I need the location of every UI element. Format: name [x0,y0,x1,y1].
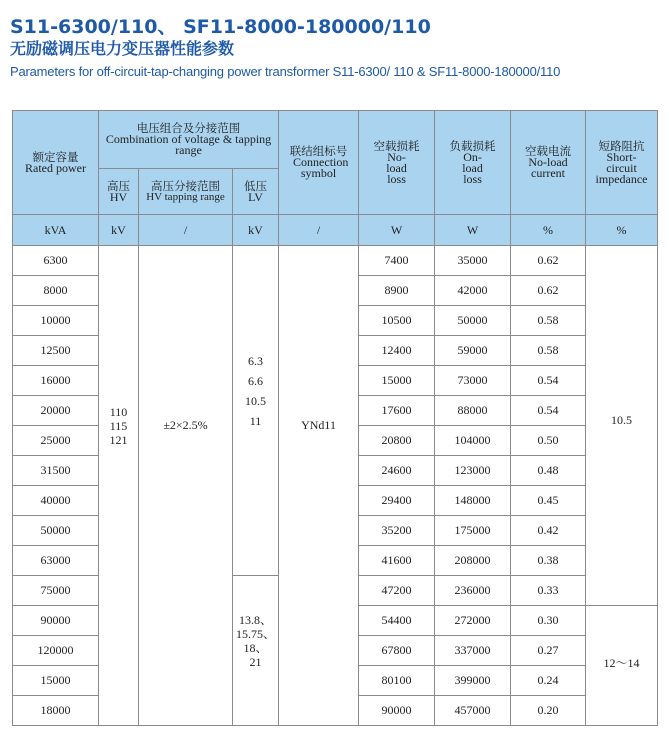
rated-power-cell: 18000 [13,696,99,726]
no-load-loss-cell: 29400 [359,486,435,516]
rated-power-cell: 6300 [13,246,99,276]
rated-power-cell: 25000 [13,426,99,456]
no-load-loss-cell: 80100 [359,666,435,696]
tapping-range-cell: ±2×2.5% [139,246,233,726]
lv-cell-group1 [233,246,279,576]
header-no-load-current: 空载电流 No-load current [511,111,586,215]
stack-value: 115 [109,418,128,433]
unit-cell: kV [233,215,279,246]
title-model: S11-6300/110、 SF11-8000-180000/110 [10,16,431,38]
header-combination: 电压组合及分接范围 Combination of voltage & tapping range [99,111,279,169]
no-load-loss-cell: 47200 [359,576,435,606]
no-load-current-cell: 0.48 [511,456,586,486]
rated-power-cell: 16000 [13,366,99,396]
no-load-current-cell: 0.50 [511,426,586,456]
stack-value: 15.75、 [236,626,276,641]
no-load-loss-cell: 90000 [359,696,435,726]
header-hv: 高压 HV [99,169,139,215]
header-no-load-loss: 空载损耗 No-load loss [359,111,435,215]
stack-value: 21 [249,654,262,669]
no-load-current-cell: 0.30 [511,606,586,636]
no-load-loss-cell: 10500 [359,306,435,336]
no-load-current-cell: 0.24 [511,666,586,696]
load-loss-cell: 50000 [435,306,511,336]
rated-power-cell: 120000 [13,636,99,666]
unit-cell: / [279,215,359,246]
title-chinese: 无励磁调压电力变压器性能参数 [10,39,235,58]
stack-value: 10.5 [245,393,267,408]
connection-symbol-cell: YNd11 [279,246,359,726]
no-load-current-cell: 0.58 [511,306,586,336]
header-rated-power: 额定容量 Rated power [13,111,99,215]
no-load-current-cell: 0.33 [511,576,586,606]
no-load-loss-cell: 20800 [359,426,435,456]
rated-power-cell: 90000 [13,606,99,636]
table-row [13,246,658,276]
rated-power-cell: 15000 [13,666,99,696]
unit-cell: / [139,215,233,246]
load-loss-cell: 59000 [435,336,511,366]
no-load-current-cell: 0.54 [511,366,586,396]
unit-cell: % [511,215,586,246]
no-load-current-cell: 0.58 [511,336,586,366]
no-load-loss-cell: 67800 [359,636,435,666]
rated-power-cell: 10000 [13,306,99,336]
no-load-current-cell: 0.38 [511,546,586,576]
rated-power-cell: 20000 [13,396,99,426]
lv-cell-group2 [233,576,279,726]
no-load-loss-cell: 7400 [359,246,435,276]
load-loss-cell: 104000 [435,426,511,456]
load-loss-cell: 272000 [435,606,511,636]
load-loss-cell: 73000 [435,366,511,396]
no-load-current-cell: 0.62 [511,246,586,276]
load-loss-cell: 175000 [435,516,511,546]
load-loss-cell: 399000 [435,666,511,696]
no-load-loss-cell: 24600 [359,456,435,486]
rated-power-cell: 8000 [13,276,99,306]
unit-cell: % [586,215,658,246]
unit-cell: kV [99,215,139,246]
load-loss-cell: 208000 [435,546,511,576]
rated-power-cell: 75000 [13,576,99,606]
header-on-load-loss: 负载损耗 On-load loss [435,111,511,215]
header-hv-tapping: 高压分接范围 HV tapping range [139,169,233,215]
load-loss-cell: 88000 [435,396,511,426]
load-loss-cell: 148000 [435,486,511,516]
load-loss-cell: 42000 [435,276,511,306]
load-loss-cell: 236000 [435,576,511,606]
load-loss-cell: 123000 [435,456,511,486]
no-load-loss-cell: 15000 [359,366,435,396]
stack-value: 110 [109,404,128,419]
no-load-current-cell: 0.20 [511,696,586,726]
stack-value: 6.6 [248,373,264,388]
load-loss-cell: 35000 [435,246,511,276]
no-load-loss-cell: 12400 [359,336,435,366]
no-load-current-cell: 0.62 [511,276,586,306]
rated-power-cell: 31500 [13,456,99,486]
rated-power-cell: 40000 [13,486,99,516]
load-loss-cell: 457000 [435,696,511,726]
load-loss-cell: 337000 [435,636,511,666]
rated-power-cell: 50000 [13,516,99,546]
no-load-loss-cell: 8900 [359,276,435,306]
spec-table [12,110,658,726]
header-connection: 联结组标号 Connection symbol [279,111,359,215]
no-load-current-cell: 0.45 [511,486,586,516]
stack-value: 121 [109,432,128,447]
stack-value: 11 [249,413,262,428]
no-load-loss-cell: 35200 [359,516,435,546]
header-lv: 低压 LV [233,169,279,215]
rated-power-cell: 12500 [13,336,99,366]
stack-value: 13.8、 [239,612,273,627]
hv-cell [99,246,139,726]
stack-value: 6.3 [248,353,264,368]
no-load-loss-cell: 41600 [359,546,435,576]
unit-cell: W [435,215,511,246]
no-load-current-cell: 0.42 [511,516,586,546]
unit-cell: kVA [13,215,99,246]
impedance-cell-group1: 10.5 [586,246,658,606]
no-load-loss-cell: 17600 [359,396,435,426]
impedance-cell-group2: 12～14 [586,606,658,726]
units-row [13,215,658,246]
no-load-current-cell: 0.27 [511,636,586,666]
rated-power-cell: 63000 [13,546,99,576]
no-load-current-cell: 0.54 [511,396,586,426]
header-impedance: 短路阻抗 Short-circuit impedance [586,111,658,215]
title-english: Parameters for off-circuit-tap-changing power transformer S11-6300/ 110 & SF11-8000-180000/110 [10,64,561,79]
stack-value: 18、 [243,640,268,655]
unit-cell: W [359,215,435,246]
no-load-loss-cell: 54400 [359,606,435,636]
